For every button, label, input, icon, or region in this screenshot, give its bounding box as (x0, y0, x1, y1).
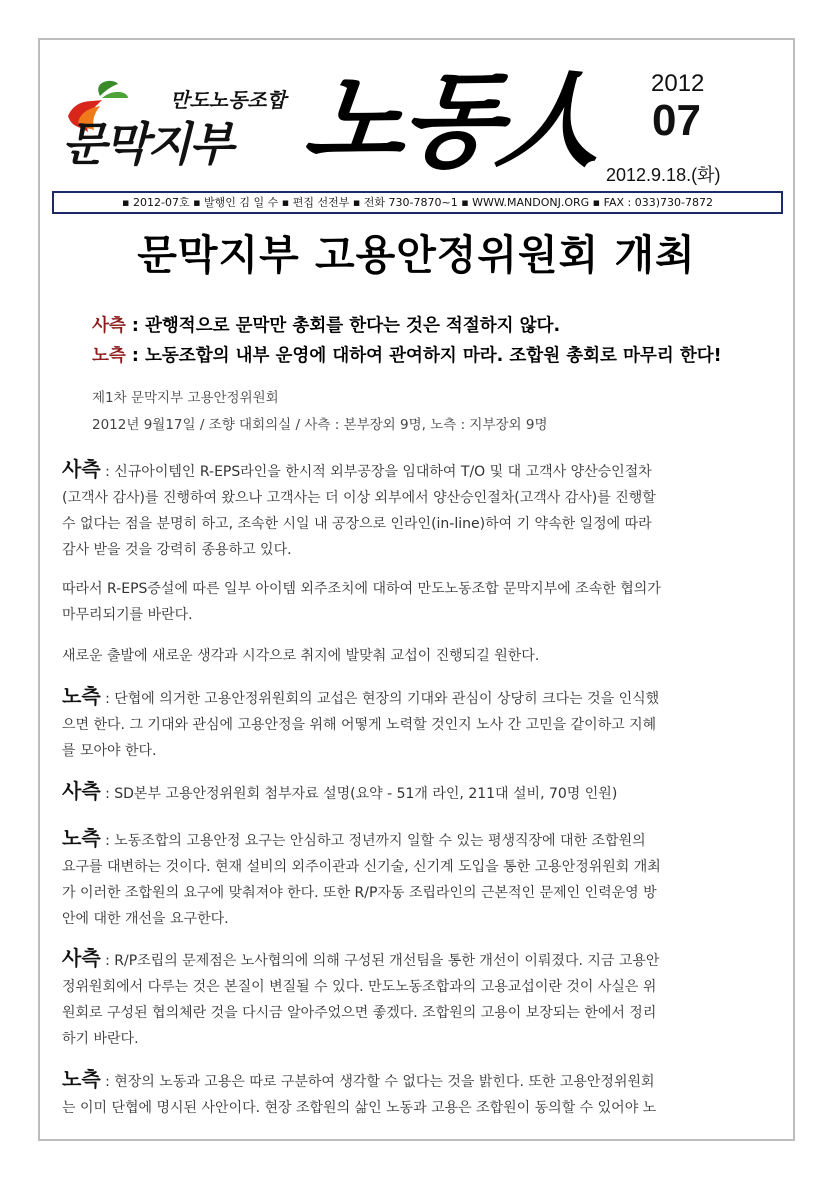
speaker-label: 노측 (62, 684, 101, 708)
union-logo (62, 72, 292, 182)
speaker-label: 사측 (62, 457, 101, 481)
paragraph (62, 945, 774, 1052)
paragraph-line: 가 이러한 조합원의 요구에 맞춰져야 한다. 또한 R/P자동 조립라인의 근본적인 문제인 인력운영 방 (62, 885, 657, 901)
paragraph-line: : 신규아이템인 R-EPS라인을 한시적 외부공장을 임대하여 T/O 및 대 고객사 양산승인절차 (100, 464, 652, 480)
speaker-label: 노측 (62, 826, 101, 850)
issue-year: 2012 (651, 70, 705, 97)
speaker-label: 사측 (62, 946, 101, 970)
paragraph-line: 따라서 R-EPS증설에 따른 일부 아이템 외주조치에 대하여 만도노동조합 문막지부에 조속한 협의가 (62, 581, 661, 597)
issue-date: 2012.9.18.(화) (606, 165, 721, 185)
speaker-label: 사측 (62, 779, 101, 803)
subhead-text: : 노동조합의 내부 운영에 대하여 관여하지 마라. 조합원 총회로 마무리 한다! (125, 346, 722, 366)
masthead-title: 노동人 (298, 59, 605, 182)
publisher-info-bar: ▪ 2012-07호 ▪ 발행인 김 일 수 ▪ 편집 선전부 ▪ 전화 730-7870~1 ▪ WWW.MANDONJ.ORG ▪ FAX : 033)730-7872 (52, 191, 783, 214)
logo-branch-name: 문막지부 (62, 117, 232, 171)
paragraph-line: 를 모아야 한다. (62, 743, 157, 759)
paragraph-line: 안에 대한 개선을 요구한다. (62, 911, 229, 927)
paragraph-line: : SD본부 고용안정위원회 첨부자료 설명(요약 - 51개 라인, 211대 설비, 70명 인원) (100, 786, 618, 802)
speaker-label: 노측 (62, 1067, 101, 1091)
paragraph-line: 는 이미 단협에 명시된 사안이다. 현장 조합원의 삶인 노동과 고용은 조합원이 동의할 수 있어야 노 (62, 1100, 657, 1116)
issue-number: 07 (652, 96, 701, 145)
paragraph-line: 으면 한다. 그 기대와 관심에 고용안정을 위해 어떻게 노력할 것인지 노사 간 고민을 같이하고 지혜 (62, 717, 657, 733)
subhead-speaker: 사측 (92, 316, 126, 336)
paragraph (62, 456, 774, 563)
paragraph-line: 수 없다는 점을 분명히 하고, 조속한 시일 내 공장으로 인라인(in-line)하여 기 약속한 일정에 따라 (62, 516, 652, 532)
logo-union-name: 만도노동조합 (170, 88, 286, 112)
subhead-company (92, 312, 560, 337)
meeting-title: 제1차 문막지부 고용안정위원회 (92, 390, 279, 406)
paragraph-line: (고객사 감사)를 진행하여 왔으나 고객사는 더 이상 외부에서 양산승인절차(고객사 감사)를 진행할 (62, 490, 656, 506)
headline: 문막지부 고용안정위원회 개최 (137, 231, 696, 279)
paragraph (62, 643, 774, 669)
subhead-text: : 관행적으로 문막만 총회를 한다는 것은 적절하지 않다. (125, 316, 561, 336)
paragraph-line: 새로운 출발에 새로운 생각과 시각으로 취지에 발맞춰 교섭이 진행되길 원한다. (62, 648, 540, 664)
subhead-union (92, 342, 722, 367)
paragraph-line: : 현장의 노동과 고용은 따로 구분하여 생각할 수 없다는 것을 밝힌다. 또한 고용안정위원회 (100, 1074, 655, 1090)
subhead-speaker: 노측 (92, 346, 126, 366)
paragraph (62, 1066, 774, 1121)
paragraph-line: 원회로 구성된 협의체란 것을 다시금 알아주었으면 좋겠다. 조합원의 고용이 보장되는 한에서 정리 (62, 1005, 657, 1021)
paragraph-line: 마무리되기를 바란다. (62, 607, 193, 623)
paragraph-line: 감사 받을 것을 강력히 종용하고 있다. (62, 542, 292, 558)
paragraph (62, 825, 774, 932)
paragraph (62, 778, 774, 807)
paragraph (62, 683, 774, 764)
paragraph-line: 하기 바란다. (62, 1031, 139, 1047)
paragraph-line: 요구를 대변하는 것이다. 현재 설비의 외주이관과 신기술, 신기계 도입을 통한 고용안정위원회 개최 (62, 859, 661, 875)
paragraph-line: : 단협에 의거한 고용안정위원회의 교섭은 현장의 기대와 관심이 상당히 크다는 것을 인식했 (100, 691, 660, 707)
paragraph-line: : R/P조립의 문제점은 노사협의에 의해 구성된 개선팀을 통한 개선이 이뤄졌다. 지금 고용안 (100, 953, 660, 969)
meeting-details: 2012년 9월17일 / 조향 대회의실 / 사측 : 본부장외 9명, 노측 : 지부장외 9명 (92, 417, 548, 433)
paragraph-line: : 노동조합의 고용안정 요구는 안심하고 정년까지 일할 수 있는 평생직장에 대한 조합원의 (100, 833, 646, 849)
paragraph (62, 576, 774, 628)
paragraph-line: 정위원회에서 다루는 것은 본질이 변질될 수 있다. 만도노동조합과의 고용교섭이란 것이 사실은 위 (62, 979, 657, 995)
